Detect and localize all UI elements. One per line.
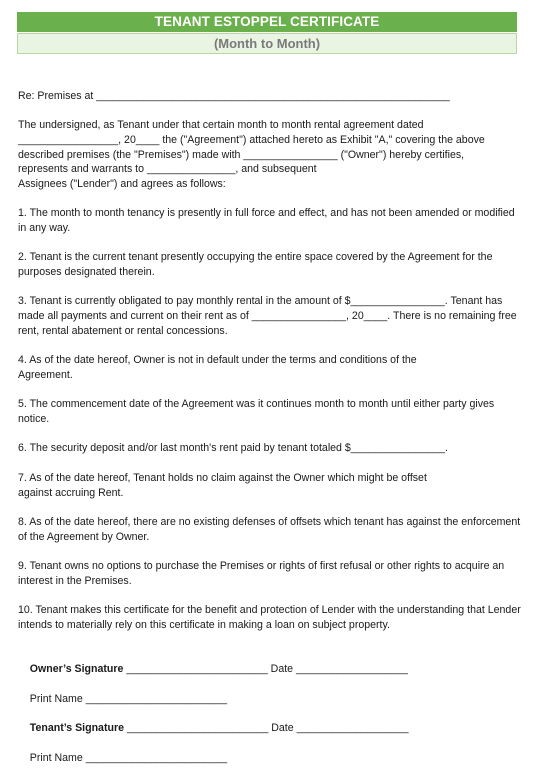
document-title: TENANT ESTOPPEL CERTIFICATE [17, 12, 517, 32]
intro-paragraph: The undersigned, as Tenant under that certain month to month rental agreement dated _________________, 20____ the ("Agreement") attached hereto as Exhibit "A," covering the above described premises (the "Premises") made with ________________ ("Owner") hereby certifies, represents and warrants to _______________, and subsequent Assignees ("Lender") and agrees as follows: [18, 119, 485, 191]
clause-10: 10. Tenant makes this certificate for the benefit and protection of Lender with the understanding that Lender intends to materially rely on this certificate in making a loan on subject property. [18, 604, 521, 631]
print-name-label-owner: Print Name [29, 693, 83, 705]
clause-2: 2. Tenant is the current tenant presently occupying the entire space covered by the Agreement for the purposes designated therein. [18, 251, 493, 278]
clause-8: 8. As of the date hereof, there are no existing defenses of offsets which tenant has against the enforcement of the Agreement by Owner. [18, 516, 521, 543]
print-name-row-tenant [18, 737, 227, 779]
tenant-signature-label: Tenant’s Signature [29, 722, 124, 734]
clause-6: 6. The security deposit and/or last month's rent paid by tenant totaled $________________. [18, 442, 448, 454]
clause-9: 9. Tenant owns no options to purchase the Premises or rights of first refusal or other rights to acquire an interest in the Premises. [18, 560, 505, 587]
clause-4: 4. As of the date hereof, Owner is not in default under the terms and conditions of the Agreement. [18, 354, 417, 381]
owner-signature-label: Owner’s Signature [29, 663, 124, 675]
document-subtitle: (Month to Month) [17, 33, 517, 54]
print-name-label-tenant: Print Name [29, 752, 83, 764]
owner-signature-field[interactable]: ________________________ Date ___________________ [123, 663, 408, 675]
tenant-signature-field[interactable]: ________________________ Date ___________________ [123, 722, 409, 734]
clause-5: 5. The commencement date of the Agreement was it continues month to month until either party gives notice. [18, 398, 495, 425]
premises-line: Re: Premises at ____________________________________________________________ [18, 90, 450, 102]
print-name-field-owner[interactable]: ________________________ [82, 693, 228, 705]
clause-1: 1. The month to month tenancy is presently in full force and effect, and has not been amended or modified in any way. [18, 207, 515, 234]
print-name-field-tenant[interactable]: ________________________ [82, 752, 228, 764]
clause-3: 3. Tenant is currently obligated to pay monthly rental in the amount of $________________. Tenant has made all payments and current on their rent as of ________________, 20____. There is no remaining free rent, rental abatement or rental concessions. [18, 295, 517, 337]
clause-7: 7. As of the date hereof, Tenant holds no claim against the Owner which might be offset against accruing Rent. [18, 472, 427, 499]
